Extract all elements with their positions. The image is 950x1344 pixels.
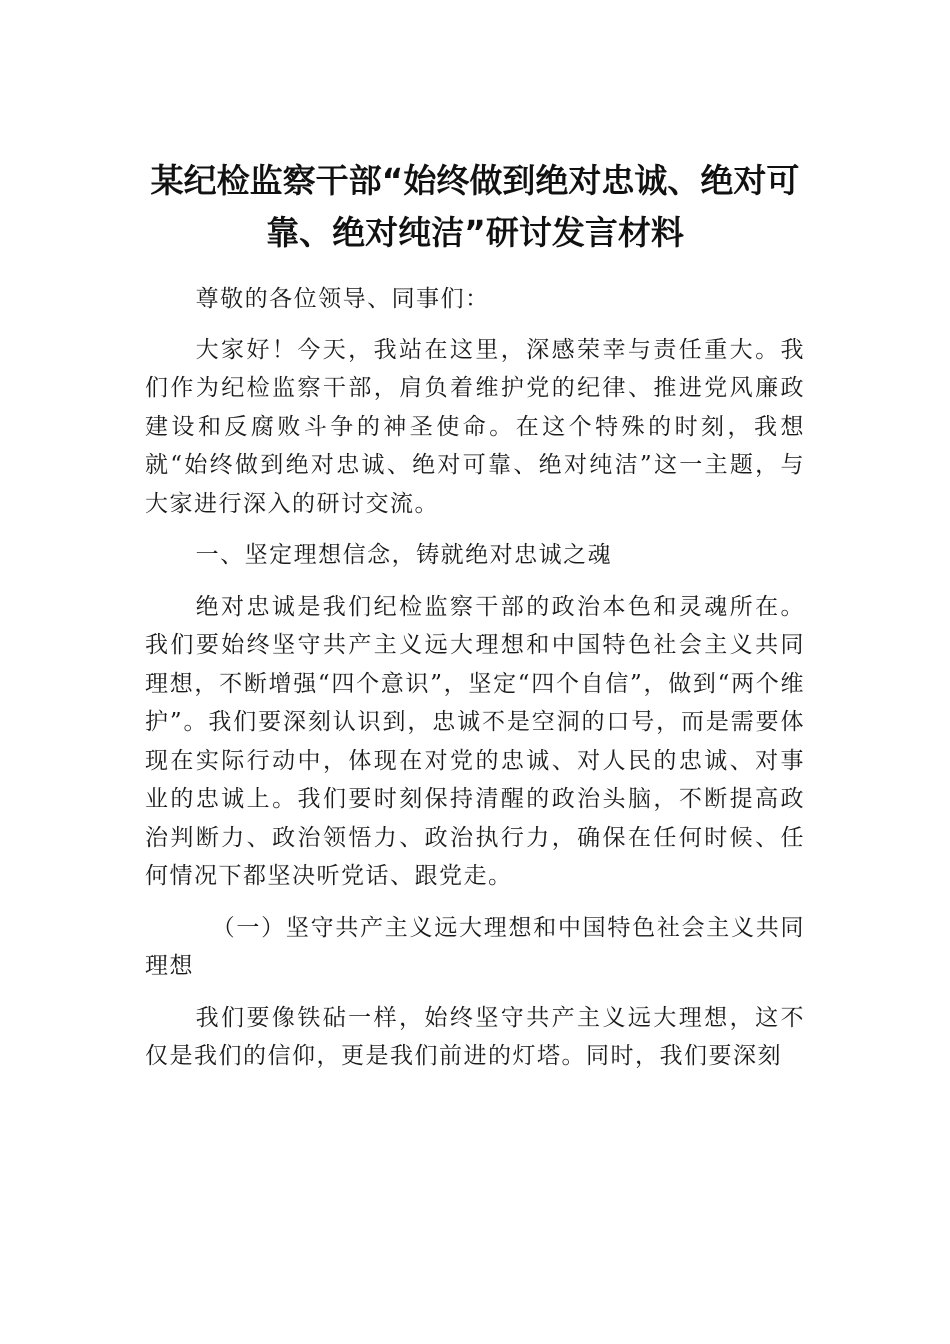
document-title: 某纪检监察干部“始终做到绝对忠诚、绝对可靠、绝对纯洁”研讨发言材料 [150,161,800,252]
subsection-1-paragraph: 我们要像铁砧一样，始终坚守共产主义远大理想，这不仅是我们的信仰，更是我们前进的灯塔。同时，我们要深刻 [145,1004,805,1069]
section-heading-1: 一、坚定理想信念，铸就绝对忠诚之魂 [195,542,613,568]
greeting-line: 尊敬的各位领导、同事们： [195,286,490,312]
subsection-heading-1: （一）坚守共产主义远大理想和中国特色社会主义共同理想 [145,914,805,979]
section-1-paragraph: 绝对忠诚是我们纪检监察干部的政治本色和灵魂所在。我们要始终坚守共产主义远大理想和中国特色社会主义共同理想，不断增强“四个意识”，坚定“四个自信”，做到“两个维护”。我们要深刻认识到，忠诚不是空洞的口号，而是需要体现在实际行动中，体现在对党的忠诚、对人民的忠诚、对事业的忠诚上。我们要时刻保持清醒的政治头脑，不断提高政治判断力、政治领悟力、政治执行力，确保在任何时候、任何情况下都坚决听党话、跟党走。 [145,593,805,889]
opening-paragraph: 大家好！今天，我站在这里，深感荣幸与责任重大。我们作为纪检监察干部，肩负着维护党的纪律、推进党风廉政建设和反腐败斗争的神圣使命。在这个特殊的时刻，我想就“始终做到绝对忠诚、绝对可靠、绝对纯洁”这一主题，与大家进行深入的研讨交流。 [145,336,805,517]
document-body [145,280,805,1089]
